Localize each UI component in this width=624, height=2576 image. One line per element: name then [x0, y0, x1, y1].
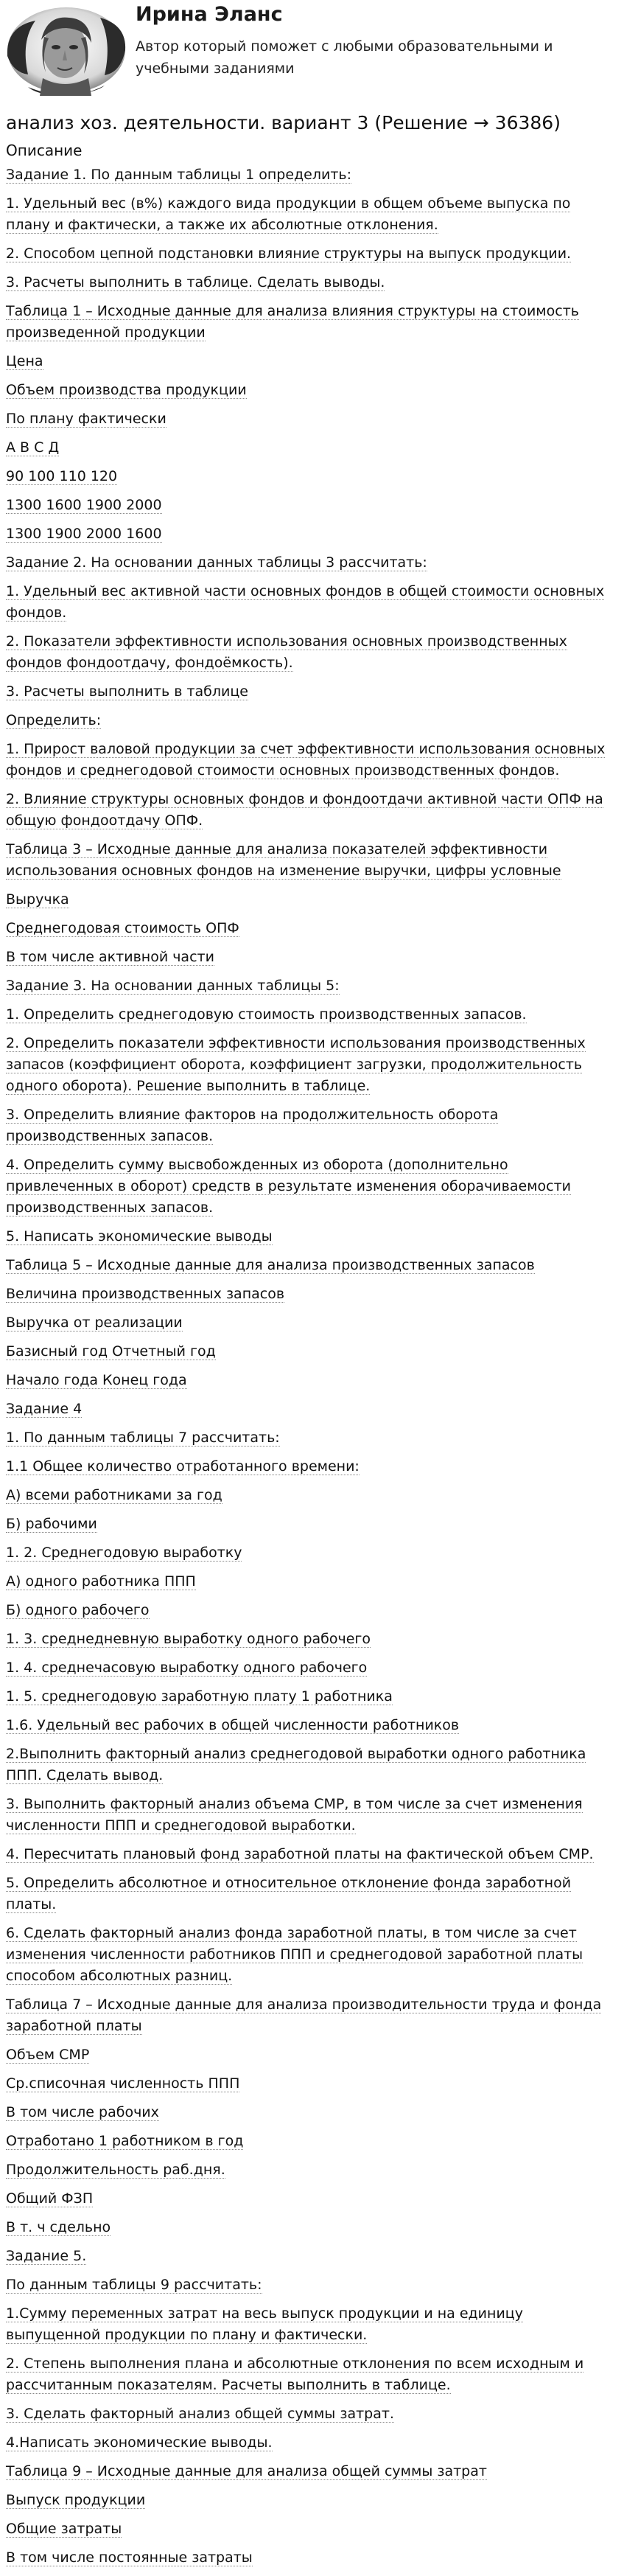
description-paragraph — [6, 1844, 618, 1865]
description-paragraph-text: Начало года Конец года — [6, 1372, 187, 1388]
description-paragraph-text: Общие затраты — [6, 2521, 122, 2537]
description-paragraph-text: В том числе рабочих — [6, 2104, 159, 2120]
description-paragraph-text: 4. Пересчитать плановый фонд заработной платы на фактической объем СМР. — [6, 1846, 594, 1862]
description-paragraph-text: 1. Удельный вес (в%) каждого вида продукции в общем объеме выпуска по плану и фактически, а также их абсолютные отклонения. — [6, 195, 571, 233]
description-paragraph-text: Среднегодовая стоимость ОПФ — [6, 920, 239, 936]
description-paragraph-text: Ср.списочная численность ППП — [6, 2075, 240, 2092]
description-paragraph — [6, 2246, 618, 2267]
description-paragraph — [6, 1794, 618, 1837]
description-paragraph — [6, 2518, 618, 2540]
description-paragraph — [6, 1629, 618, 1650]
description-paragraph — [6, 2188, 618, 2210]
description-paragraph-text: Выручка от реализации — [6, 1315, 183, 1331]
description-paragraph-text: 6. Сделать факторный анализ фонда заработной платы, в том числе за счет изменения численности работников ППП и среднегодовой заработной платы способом абсолютных разниц. — [6, 1925, 583, 1984]
description-paragraph-text: 5. Написать экономические выводы — [6, 1228, 273, 1245]
description-paragraph-text: 1300 1900 2000 1600 — [6, 526, 162, 542]
description-paragraph — [6, 466, 618, 487]
description-paragraph — [6, 243, 618, 265]
description-paragraph — [6, 739, 618, 781]
description-paragraph — [6, 789, 618, 832]
description-paragraph-text: А) одного работника ППП — [6, 1573, 196, 1590]
description-paragraph — [6, 1255, 618, 1276]
description-paragraph — [6, 889, 618, 911]
description-paragraph-text: Выпуск продукции — [6, 2492, 146, 2508]
description-paragraph-text: Отработано 1 работником в год — [6, 2133, 244, 2149]
description-paragraph-text: 4.Написать экономические выводы. — [6, 2434, 273, 2451]
description-paragraph — [6, 1600, 618, 1621]
description-paragraph — [6, 1994, 618, 2037]
description-paragraph-text: 1. Определить среднегодовую стоимость производственных запасов. — [6, 1006, 527, 1023]
description-paragraph-text: 1.6. Удельный вес рабочих в общей численности работников — [6, 1717, 460, 1733]
description-paragraph-text: А В С Д — [6, 439, 60, 456]
author-description: Автор который поможет с любыми образовательными и учебными заданиями — [136, 38, 553, 77]
description-paragraph-text: В т. ч сдельно — [6, 2219, 111, 2235]
description-paragraph — [6, 975, 618, 997]
description-paragraph — [6, 947, 618, 968]
description-paragraph — [6, 2217, 618, 2238]
description-paragraph-text: 5. Определить абсолютное и относительное отклонение фонда заработной платы. — [6, 1875, 572, 1912]
description-paragraph — [6, 581, 618, 624]
work-description — [0, 111, 624, 2569]
description-paragraph — [6, 681, 618, 703]
description-paragraph — [6, 1155, 618, 1219]
description-paragraph-text: 2. Определить показатели эффективности использования производственных запасов (коэффициент оборота, коэффициент загрузки, продолжительность одного оборота). Решение выполнить в таблице. — [6, 1035, 586, 1094]
description-paragraph — [6, 1004, 618, 1026]
description-paragraph-text: По данным таблицы 9 рассчитать: — [6, 2277, 262, 2293]
description-paragraph — [6, 272, 618, 293]
description-paragraph-text: Цена — [6, 353, 43, 369]
description-paragraph — [6, 351, 618, 372]
description-paragraph — [6, 301, 618, 344]
description-paragraph-text: Таблица 5 – Исходные данные для анализа производственных запасов — [6, 1257, 535, 1273]
description-paragraph-text: 2. Влияние структуры основных фондов и фондоотдачи активной части ОПФ на общую фондоотдачу ОПФ. — [6, 791, 603, 829]
description-paragraph — [6, 918, 618, 939]
description-paragraph — [6, 1312, 618, 1334]
description-paragraph-text: Задание 2. На основании данных таблицы 3 рассчитать: — [6, 554, 427, 571]
description-paragraph — [6, 631, 618, 674]
description-paragraph — [6, 380, 618, 401]
description-paragraph — [6, 193, 618, 236]
description-paragraph — [6, 2547, 618, 2569]
description-paragraph — [6, 2403, 618, 2425]
description-paragraph-text: А) всеми работниками за год — [6, 1487, 222, 1503]
description-paragraph — [6, 1341, 618, 1362]
description-paragraph — [6, 2490, 618, 2511]
description-paragraph — [6, 1284, 618, 1305]
description-paragraph-text: Общий ФЗП — [6, 2190, 94, 2207]
description-paragraph — [6, 1514, 618, 1535]
description-paragraph-text: 3. Сделать факторный анализ общей суммы затрат. — [6, 2406, 394, 2422]
description-paragraph — [6, 1104, 618, 1147]
description-body — [6, 164, 618, 2569]
description-paragraph — [6, 523, 618, 545]
description-label: Описание — [6, 142, 83, 159]
description-paragraph — [6, 2303, 618, 2346]
description-paragraph — [6, 1542, 618, 1564]
description-paragraph — [6, 1033, 618, 1097]
description-paragraph — [6, 1686, 618, 1708]
description-paragraph — [6, 1873, 618, 1915]
description-paragraph — [6, 1571, 618, 1592]
description-paragraph — [6, 164, 618, 186]
description-paragraph-text: 1.1 Общее количество отработанного времени: — [6, 1458, 360, 1475]
author-name[interactable]: Ирина Эланс — [136, 3, 283, 26]
description-paragraph-text: Базисный год Отчетный год — [6, 1343, 216, 1360]
description-paragraph-text: 1. 4. среднечасовую выработку одного рабочего — [6, 1660, 368, 1676]
description-paragraph-text: 1. 3. среднедневную выработку одного рабочего — [6, 1631, 371, 1647]
description-paragraph-text: В том числе постоянные затраты — [6, 2549, 253, 2566]
description-paragraph — [6, 495, 618, 516]
description-paragraph-text: 2. Показатели эффективности использования основных производственных фондов фондоотдачу, фондоёмкость). — [6, 633, 567, 671]
description-paragraph-text: Б) одного рабочего — [6, 1602, 150, 1618]
description-paragraph — [6, 1923, 618, 1987]
document-title: анализ хоз. деятельности. вариант 3 (Решение → 36386) — [6, 112, 561, 133]
description-paragraph-text: По плану фактически — [6, 411, 166, 427]
description-paragraph-text: 3. Выполнить факторный анализ объема СМР, в том числе за счет изменения численности ППП и среднегодовой выработки. — [6, 1796, 583, 1834]
description-paragraph — [6, 1399, 618, 1420]
description-paragraph-text: 1.Сумму переменных затрат на весь выпуск продукции и на единицу выпущенной продукции по плану и фактически. — [6, 2305, 523, 2343]
description-paragraph — [6, 1715, 618, 1736]
description-paragraph-text: Таблица 7 – Исходные данные для анализа производительности труда и фонда заработной платы — [6, 1997, 602, 2034]
description-paragraph — [6, 2102, 618, 2123]
description-paragraph-text: Продолжительность раб.дня. — [6, 2162, 225, 2178]
description-paragraph-text: 1. Удельный вес активной части основных фондов в общей стоимости основных фондов. — [6, 583, 605, 621]
description-paragraph — [6, 2432, 618, 2454]
author-card — [0, 0, 624, 99]
description-paragraph — [6, 710, 618, 731]
description-paragraph-text: Задание 4 — [6, 1401, 83, 1417]
description-paragraph — [6, 2461, 618, 2482]
description-paragraph — [6, 2131, 618, 2152]
description-paragraph — [6, 2044, 618, 2066]
description-paragraph-text: Таблица 3 – Исходные данные для анализа показателей эффективности использования основных фондов на изменение выручки, цифры условные — [6, 841, 561, 879]
description-paragraph-text: Задание 5. — [6, 2248, 87, 2264]
description-paragraph-text: 3. Расчеты выполнить в таблице. Сделать выводы. — [6, 274, 385, 290]
description-paragraph — [6, 1456, 618, 1477]
description-paragraph-text: 2.Выполнить факторный анализ среднегодовой выработки одного работника ППП. Сделать вывод. — [6, 1746, 586, 1783]
description-paragraph — [6, 1370, 618, 1391]
description-paragraph — [6, 2274, 618, 2296]
description-paragraph — [6, 1427, 618, 1449]
description-paragraph-text: 1300 1600 1900 2000 — [6, 497, 162, 513]
description-paragraph-text: Объем СМР — [6, 2047, 90, 2063]
description-paragraph — [6, 1744, 618, 1786]
description-paragraph-text: 2. Степень выполнения плана и абсолютные отклонения по всем исходным и рассчитанным показателям. Расчеты выполнить в таблице. — [6, 2356, 584, 2393]
description-paragraph — [6, 839, 618, 882]
description-paragraph-text: Величина производственных запасов — [6, 1286, 285, 1302]
description-paragraph-text: 1. По данным таблицы 7 рассчитать: — [6, 1430, 280, 1446]
description-paragraph — [6, 2353, 618, 2396]
description-paragraph — [6, 1485, 618, 1506]
description-paragraph — [6, 2159, 618, 2181]
description-paragraph-text: Б) рабочими — [6, 1516, 97, 1532]
description-paragraph-text: Задание 3. На основании данных таблицы 5: — [6, 978, 340, 994]
description-paragraph-text: 2. Способом цепной подстановки влияние структуры на выпуск продукции. — [6, 246, 572, 262]
description-paragraph — [6, 2073, 618, 2095]
description-paragraph-text: 90 100 110 120 — [6, 468, 118, 484]
description-paragraph-text: 4. Определить сумму высвобожденных из оборота (дополнительно привлеченных в оборот) средств в результате изменения оборачиваемости производственных запасов. — [6, 1157, 572, 1216]
description-paragraph-text: 1. 5. среднегодовую заработную плату 1 работника — [6, 1688, 393, 1705]
description-paragraph-text: Выручка — [6, 891, 69, 908]
description-paragraph-text: Объем производства продукции — [6, 382, 247, 398]
description-paragraph-text: 3. Определить влияние факторов на продолжительность оборота производственных запасов. — [6, 1107, 499, 1144]
description-paragraph-text: 3. Расчеты выполнить в таблице — [6, 683, 248, 700]
description-paragraph-text: Задание 1. По данным таблицы 1 определить: — [6, 167, 352, 183]
description-paragraph-text: В том числе активной части — [6, 949, 214, 965]
description-paragraph-text: Определить: — [6, 712, 102, 728]
description-paragraph — [6, 408, 618, 430]
author-avatar-icon[interactable] — [6, 4, 127, 96]
description-paragraph-text: 1. 2. Среднегодовую выработку — [6, 1545, 242, 1561]
description-paragraph-text: Таблица 1 – Исходные данные для анализа влияния структуры на стоимость произведенной продукции — [6, 303, 579, 341]
description-paragraph-text: 1. Прирост валовой продукции за счет эффективности использования основных фондов и среднегодовой стоимости основных производственных фондов. — [6, 741, 606, 779]
description-paragraph-text: Таблица 9 – Исходные данные для анализа общей суммы затрат — [6, 2463, 487, 2479]
description-paragraph — [6, 552, 618, 574]
description-paragraph — [6, 437, 618, 459]
description-paragraph — [6, 1226, 618, 1247]
description-paragraph — [6, 1657, 618, 1679]
